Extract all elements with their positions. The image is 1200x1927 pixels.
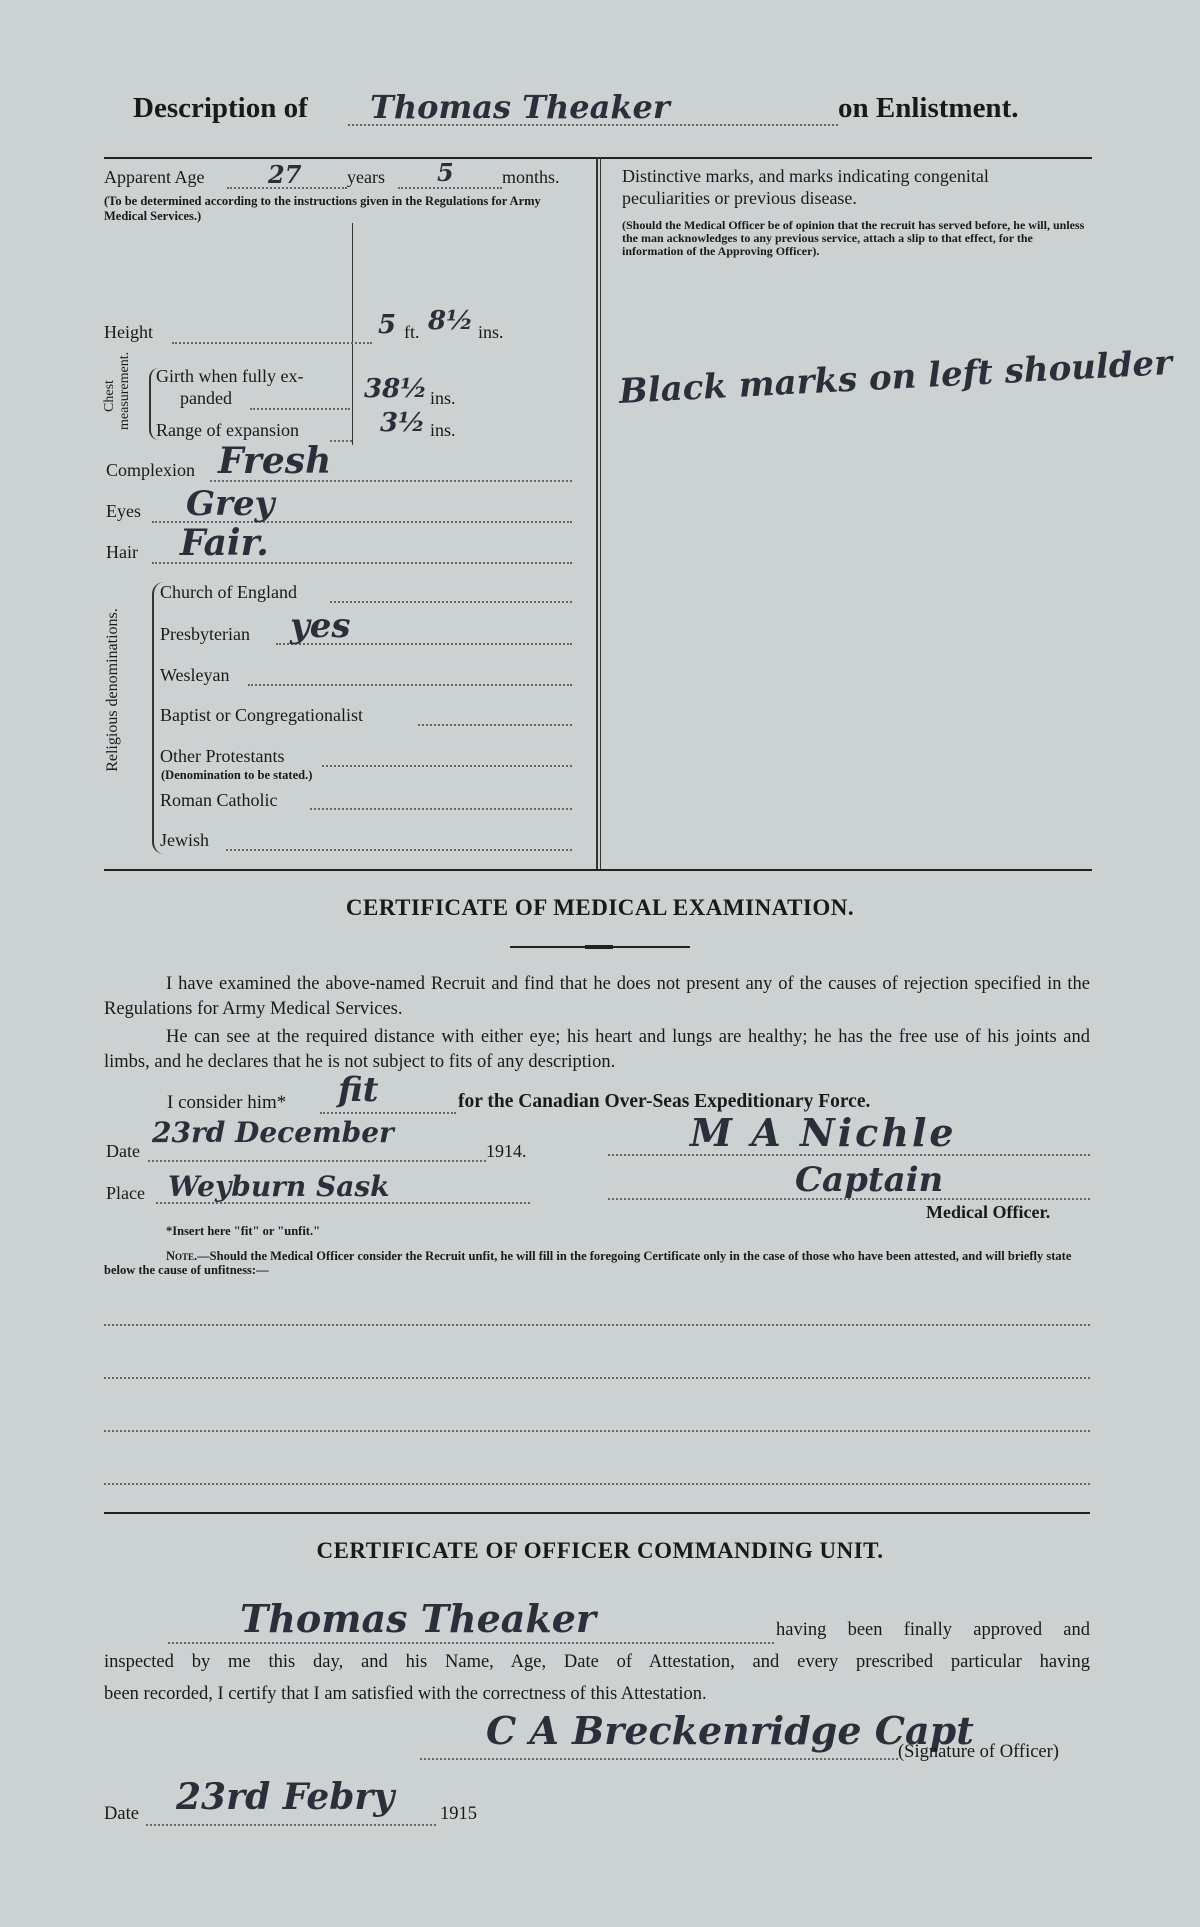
marks-value: Black marks on left shoulder [618, 343, 1174, 412]
header-name: Thomas Theaker [370, 88, 670, 126]
note-prefix: Note. [166, 1249, 198, 1263]
commanding-line-2: inspected by me this day, and his Name, Age, Date of Attestation, and every prescribed particular having [104, 1652, 1090, 1672]
girth-value: 38½ [364, 374, 428, 404]
commanding-signature: C A Breckenridge Capt [486, 1708, 974, 1753]
age-years-value: 27 [268, 160, 302, 189]
complexion-value: Fresh [218, 440, 332, 482]
religion-label-6: Jewish [160, 830, 209, 850]
insert-note: *Insert here "fit" or "unfit." [166, 1224, 321, 1238]
unfit-line-1 [104, 1324, 1090, 1326]
hair-label: Hair [106, 542, 138, 562]
months-label: months. [502, 167, 560, 187]
age-months-value: 5 [437, 158, 454, 187]
header-name-line [348, 124, 838, 126]
chest-side-label: Chest measurement. [102, 351, 132, 430]
religion-label-2: Wesleyan [160, 665, 230, 685]
commanding-line-3: been recorded, I certify that I am satisfied with the correctness of this Attestation. [104, 1684, 707, 1704]
date-line [148, 1160, 486, 1162]
medical-para-2: He can see at the required distance with either eye; his heart and lungs are healthy; he has the free use of his joints and limbs, and he declares that he is not subject to fits of any description. [104, 1027, 1090, 1072]
date-year: 1914. [486, 1141, 527, 1161]
religion-side-label: Religious denominations. [104, 608, 121, 772]
consider-line [320, 1112, 456, 1114]
commanding-date-year: 1915 [440, 1804, 477, 1824]
height-ft-value: 5 [378, 310, 397, 340]
height-line [172, 342, 372, 344]
expansion-line [330, 440, 352, 442]
religion-label-1: Presbyterian [160, 624, 250, 644]
unfit-line-3 [104, 1430, 1090, 1432]
unfit-note [104, 1249, 1090, 1277]
expansion-ins-label: ins. [430, 420, 456, 440]
years-label: years [347, 167, 385, 187]
religion-line-0 [330, 601, 572, 603]
age-divider [352, 223, 353, 445]
header-suffix: on Enlistment. [838, 92, 1019, 124]
medical-title: CERTIFICATE OF MEDICAL EXAMINATION. [345, 895, 855, 920]
girth-line [250, 408, 350, 410]
force-label: for the Canadian Over-Seas Expeditionary Force. [458, 1091, 871, 1112]
marks-heading-1: Distinctive marks, and marks indicating congenital [622, 166, 989, 186]
girth-label-2: panded [180, 388, 232, 408]
religion-line-3 [418, 724, 572, 726]
commanding-date-label: Date [104, 1804, 139, 1824]
expansion-label: Range of expansion [156, 420, 299, 440]
commanding-date-value: 23rd Febry [176, 1776, 395, 1818]
officer-signature: M A Nichle [690, 1110, 957, 1155]
medical-title-rule-mark [585, 945, 613, 949]
height-ins-label: ins. [478, 322, 504, 342]
height-in-value: 8½ [428, 306, 474, 336]
unfit-line-4 [104, 1483, 1090, 1485]
height-label: Height [104, 322, 153, 342]
commanding-line-1-tail: having been finally approved and [776, 1620, 1090, 1640]
religion-line-4 [322, 765, 572, 767]
header-prefix: Description of [133, 92, 308, 124]
eyes-value: Grey [186, 484, 275, 524]
consider-value: fit [338, 1070, 379, 1110]
religion-label-5: Roman Catholic [160, 790, 278, 810]
ft-label: ft. [404, 322, 420, 342]
column-divider-inner [600, 157, 601, 869]
religion-label-0: Church of England [160, 582, 297, 602]
religion-label-4: Other Protestants [160, 746, 285, 766]
hair-value: Fair. [180, 522, 269, 564]
consider-label: I consider him* [167, 1092, 287, 1113]
religion-label-3: Baptist or Congregationalist [160, 705, 363, 725]
expansion-value: 3½ [380, 408, 426, 438]
commanding-sig-line [420, 1758, 898, 1760]
age-note: (To be determined according to the instructions given in the Regulations for Army Medical Services.) [104, 194, 541, 223]
girth-ins-label: ins. [430, 388, 456, 408]
eyes-label: Eyes [106, 501, 141, 521]
religion-line-2 [248, 684, 572, 686]
place-value: Weyburn Sask [168, 1170, 390, 1203]
age-months-line [398, 187, 502, 189]
commanding-name-value: Thomas Theaker [240, 1596, 596, 1641]
officer-rank: Captain [795, 1160, 944, 1200]
commanding-name-line [168, 1642, 774, 1644]
section-rule [104, 869, 1092, 871]
marks-note: (Should the Medical Officer be of opinion that the recruit has served before, he will, unless the man acknowledges to any previous service, attach a slip to that effect, for the information of the Approving Officer). [622, 218, 1085, 258]
commanding-rule [104, 1512, 1090, 1514]
medical-officer-label: Medical Officer. [926, 1202, 1051, 1222]
marks-heading-2: peculiarities or previous disease. [622, 188, 857, 208]
age-label: Apparent Age [104, 167, 205, 187]
place-label: Place [106, 1183, 145, 1203]
note-text: —Should the Medical Officer consider the Recruit unfit, he will fill in the foregoing Certificate only in the case of those who have been attested, and will briefly state below the cause of unfitness:— [104, 1249, 1072, 1277]
unfit-line-2 [104, 1377, 1090, 1379]
religion-line-6 [226, 849, 572, 851]
column-divider [596, 157, 598, 869]
top-rule [104, 157, 1092, 159]
date-label: Date [106, 1141, 140, 1161]
commanding-title: CERTIFICATE OF OFFICER COMMANDING UNIT. [316, 1538, 884, 1563]
other-protestants-note: (Denomination to be stated.) [161, 768, 313, 782]
commanding-date-line [146, 1824, 436, 1826]
signature-of-officer-label: (Signature of Officer) [898, 1742, 1059, 1762]
medical-para-1: I have examined the above-named Recruit and find that he does not present any of the causes of rejection specified in the Regulations for Army Medical Services. [104, 974, 1090, 1019]
date-value: 23rd December [152, 1116, 394, 1149]
complexion-label: Complexion [106, 460, 195, 480]
girth-label-1: Girth when fully ex- [156, 366, 304, 386]
religion-value-1: yes [290, 606, 351, 646]
religion-line-5 [310, 808, 572, 810]
